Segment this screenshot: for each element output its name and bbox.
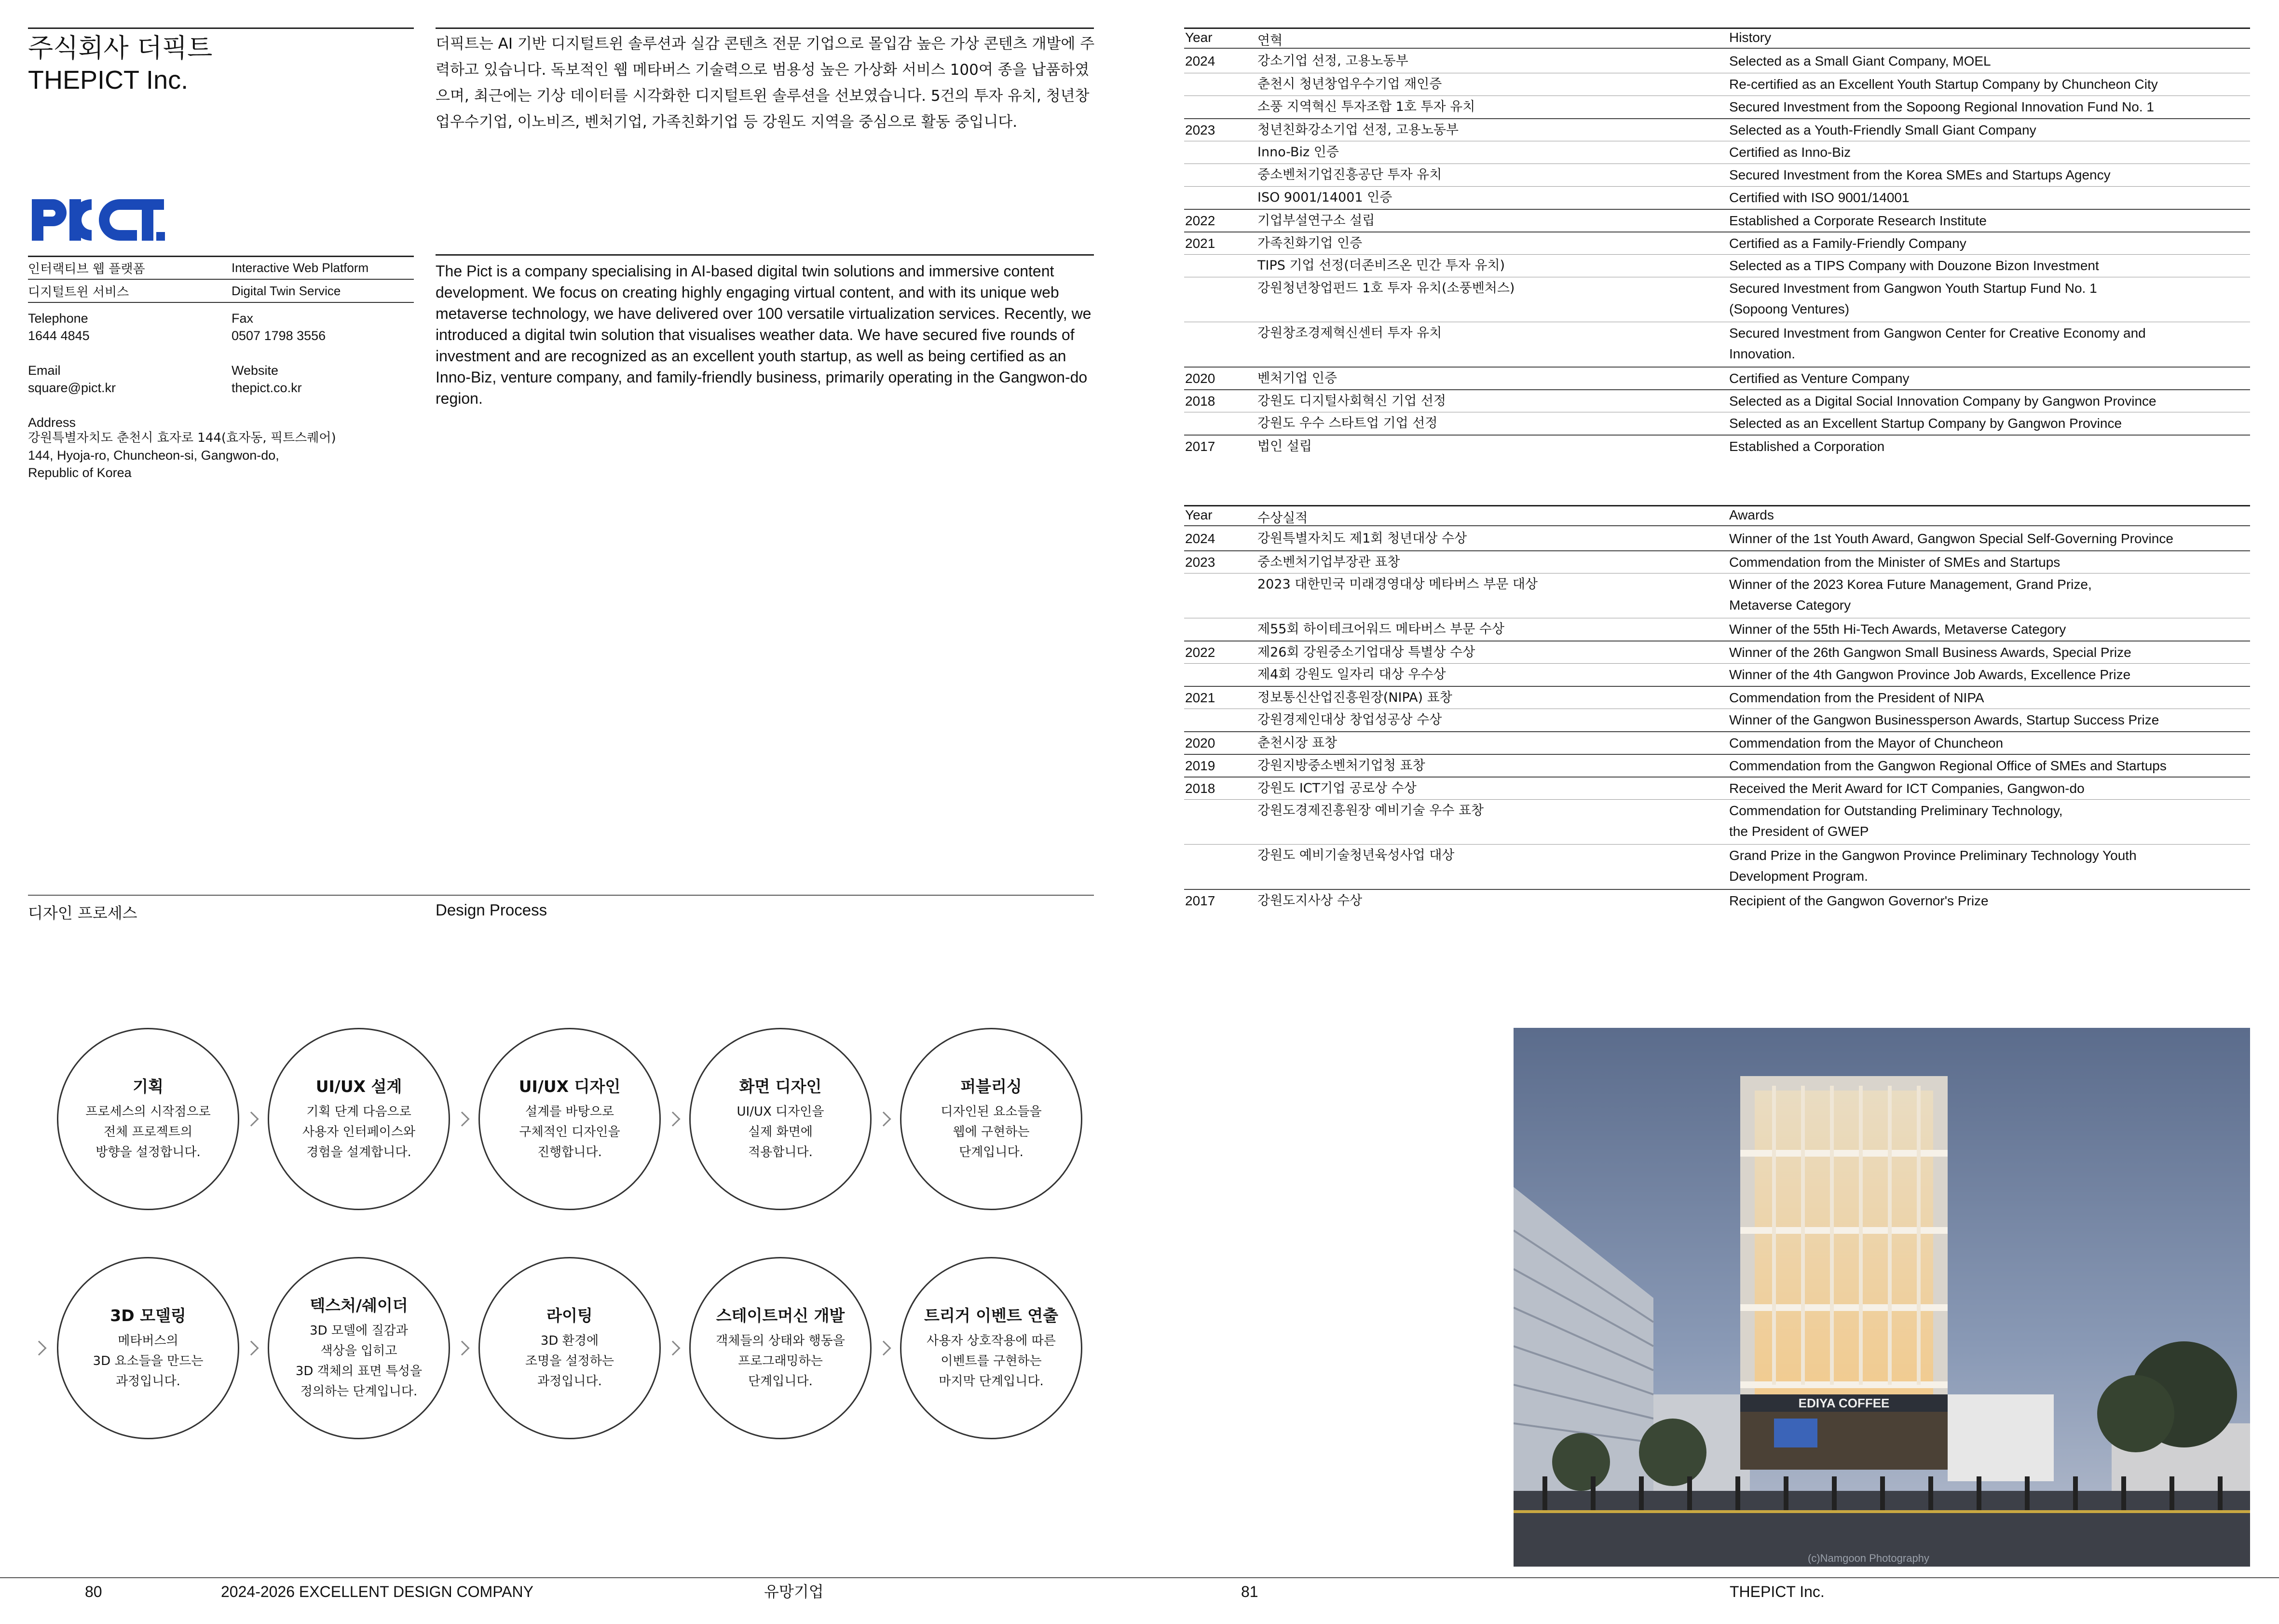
photo-credit: (c)Namgoon Photography: [1808, 1552, 1929, 1564]
address-ko: 강원특별자치도 춘천시 효자로 144(효자동, 픽트스퀘어): [28, 431, 336, 445]
email-value[interactable]: square@pict.kr: [28, 381, 116, 395]
row-english: Established a Corporation: [1729, 439, 1885, 454]
table-row: [1184, 709, 2250, 731]
row-english: Winner of the 26th Gangwon Small Business Awards, Special Prize: [1729, 645, 2131, 660]
chevron-right-icon: [31, 1340, 46, 1355]
table-row: [1184, 663, 2250, 686]
process-step: [689, 1257, 872, 1439]
info-row: [28, 280, 414, 303]
row-english: Winner of the Gangwon Businessperson Awards, Startup Success Prize: [1729, 712, 2159, 727]
row-korean: 소풍 지역혁신 투자조합 1호 투자 유치: [1257, 99, 1475, 114]
intro-en: The Pict is a company specialising in AI-based digital twin solutions and immersive content development. We focus on creating highly engaging virtual content, and with its unique web metaverse technology, we have delivered over 100 versatile virtualization services. Recently, we introduced a digital twin solution that visualises weather data. We have secured five rounds of investment and are recognized as an excellent youth startup, as well as being certified as an Inno-Biz, venture company, and family-friendly business, primarily operating in the Gangwon-do region.: [436, 262, 1092, 407]
row-english: Selected as a TIPS Company with Douzone Bizon Investment: [1729, 258, 2099, 273]
row-korean: ISO 9001/14001 인증: [1257, 190, 1392, 205]
row-korean: TIPS 기업 선정(더존비즈온 민간 투자 유치): [1257, 258, 1505, 273]
process-step-description: UI/UX 디자인을 실제 화면에 적용합니다.: [737, 1105, 824, 1160]
row-korean: 중소벤처기업진흥공단 투자 유치: [1257, 167, 1442, 182]
history-table: [1184, 27, 2250, 462]
pict-logo: [30, 195, 165, 244]
row-year: 2022: [1185, 645, 1215, 660]
category-label: 유망기업: [764, 1583, 824, 1601]
chevron-right-icon: [665, 1340, 680, 1355]
table-row: [1184, 389, 2250, 412]
chevron-right-icon: [244, 1340, 259, 1355]
row-english: Certified with ISO 9001/14001: [1729, 190, 1910, 205]
table-row: [1184, 641, 2250, 663]
row-korean: 벤처기업 인증: [1257, 371, 1337, 386]
company-name-en: THEPICT Inc.: [28, 66, 189, 95]
process-step-description: 설계를 바탕으로 구체적인 디자인을 진행합니다.: [519, 1105, 620, 1160]
row-english: Winner of the 55th Hi-Tech Awards, Metaverse Category: [1729, 622, 2066, 637]
info-ko: 디지털트윈 서비스: [28, 285, 129, 300]
table-row: [1184, 118, 2250, 141]
process-step-description: 3D 모델에 질감과 색상을 입히고 3D 객체의 표면 특성을 정의하는 단계입니다.: [295, 1324, 423, 1399]
row-english-line2: Metaverse Category: [1729, 598, 1851, 613]
table-row: [1184, 435, 2250, 457]
column-header: History: [1729, 30, 1772, 45]
chevron-right-icon: [454, 1340, 469, 1355]
building-photo: [1514, 1028, 2250, 1567]
process-step-title: 라이팅: [546, 1306, 593, 1325]
table-row: [1184, 777, 2250, 799]
row-korean: 정보통신산업진흥원장(NIPA) 표창: [1257, 690, 1452, 705]
row-english: Commendation from the Gangwon Regional Office of SMEs and Startups: [1729, 758, 2167, 773]
row-english: Selected as a Youth-Friendly Small Giant Company: [1729, 123, 2036, 137]
telephone-label: Telephone: [28, 311, 88, 326]
row-english: Certified as Inno-Biz: [1729, 145, 1851, 160]
process-step-description: 사용자 상호작용에 따른 이벤트를 구현하는 마지막 단계입니다.: [927, 1334, 1056, 1389]
row-korean: 기업부설연구소 설립: [1257, 213, 1375, 228]
row-english: Established a Corporate Research Institute: [1729, 213, 1987, 228]
process-step: [900, 1028, 1082, 1210]
row-korean: 강원도지사상 수상: [1257, 893, 1363, 908]
row-korean: 법인 설립: [1257, 439, 1312, 454]
footer-rule: [0, 1577, 2279, 1578]
table-row: [1184, 844, 2250, 889]
awards-table: [1184, 505, 2250, 920]
process-step-title: 텍스처/쉐이더: [310, 1296, 408, 1315]
top-rule-left: [28, 27, 414, 29]
table-row: [1184, 164, 2250, 186]
row-korean: 강원경제인대상 창업성공상 수상: [1257, 712, 1442, 727]
row-english-line2: the President of GWEP: [1729, 824, 1869, 839]
row-korean: 춘천시장 표창: [1257, 736, 1337, 751]
row-english: Re-certified as an Excellent Youth Startup Company by Chuncheon City: [1729, 77, 2158, 92]
address-label: Address: [28, 415, 76, 430]
chevron-right-icon: [876, 1340, 891, 1355]
row-korean: 강원창조경제혁신센터 투자 유치: [1257, 326, 1442, 341]
publication-title: 2024-2026 EXCELLENT DESIGN COMPANY: [221, 1583, 533, 1600]
row-english: Winner of the 1st Youth Award, Gangwon Special Self-Governing Province: [1729, 531, 2173, 546]
table-row: [1184, 754, 2250, 777]
row-year: 2024: [1185, 54, 1215, 68]
row-english: Commendation from the Mayor of Chuncheon: [1729, 736, 2004, 751]
row-english: Secured Investment from Gangwon Youth Startup Fund No. 1: [1729, 281, 2097, 296]
row-korean: 강원도 ICT기업 공로상 수상: [1257, 781, 1417, 796]
row-english-line2: (Sopoong Ventures): [1729, 301, 1850, 316]
process-step-description: 기획 단계 다음으로 사용자 인터페이스와 경험을 설계합니다.: [302, 1105, 416, 1160]
fax-label: Fax: [232, 311, 254, 326]
address-en-line1: 144, Hyoja-ro, Chuncheon-si, Gangwon-do,: [28, 448, 279, 463]
table-row: [1184, 50, 2250, 73]
info-ko: 인터랙티브 웹 플랫폼: [28, 261, 145, 276]
row-korean: 강원도 디지털사회혁신 기업 선정: [1257, 394, 1446, 409]
process-step: [478, 1028, 661, 1210]
row-english: Received the Merit Award for ICT Companies, Gangwon-do: [1729, 781, 2085, 796]
row-english: Commendation from the Minister of SMEs and Startups: [1729, 555, 2061, 570]
table-row: [1184, 232, 2250, 254]
row-korean: 강소기업 선정, 고용노동부: [1257, 54, 1408, 68]
row-english: Selected as a Digital Social Innovation Company by Gangwon Province: [1729, 394, 2156, 409]
row-english: Selected as a Small Giant Company, MOEL: [1729, 54, 1991, 68]
row-korean: Inno-Biz 인증: [1257, 145, 1339, 160]
table-row: [1184, 573, 2250, 618]
row-english-line2: Development Program.: [1729, 869, 1868, 884]
column-header: 수상실적: [1257, 511, 1308, 526]
website-label: Website: [232, 363, 279, 378]
row-year: 2021: [1185, 690, 1215, 705]
row-korean: 가족친화기업 인증: [1257, 236, 1363, 251]
process-step-title: 트리거 이벤트 연출: [924, 1306, 1058, 1325]
chevron-right-icon: [244, 1111, 259, 1126]
column-header: Year: [1185, 507, 1213, 522]
row-korean: 2023 대한민국 미래경영대상 메타버스 부문 대상: [1257, 577, 1538, 592]
process-step-title: UI/UX 디자인: [519, 1077, 621, 1096]
column-header: 연혁: [1257, 33, 1283, 48]
email-label: Email: [28, 363, 61, 378]
info-en: Interactive Web Platform: [232, 260, 369, 275]
footer-company: THEPICT Inc.: [1730, 1583, 1825, 1600]
row-english: Winner of the 4th Gangwon Province Job Awards, Excellence Prize: [1729, 667, 2131, 682]
fax-value: 0507 1798 3556: [232, 328, 326, 343]
row-english: Commendation from the President of NIPA: [1729, 690, 1984, 705]
row-korean: 제4회 강원도 일자리 대상 우수상: [1257, 667, 1446, 682]
table-row: [1184, 412, 2250, 435]
table-row: [1184, 686, 2250, 709]
row-english: Secured Investment from the Korea SMEs and Startups Agency: [1729, 167, 2111, 182]
table-row: [1184, 618, 2250, 641]
table-row: [1184, 799, 2250, 844]
process-rule: [28, 895, 1094, 896]
process-title-ko: 디자인 프로세스: [28, 904, 137, 922]
process-step-description: 객체들의 상태와 행동을 프로그래밍하는 단계입니다.: [716, 1334, 845, 1389]
page-number-right: 81: [1241, 1583, 1258, 1600]
row-year: 2022: [1185, 213, 1215, 228]
process-step: [900, 1257, 1082, 1439]
process-step-description: 디자인된 요소들을 웹에 구현하는 단계입니다.: [941, 1105, 1042, 1160]
top-rule-intro: [436, 27, 1094, 29]
row-english: Grand Prize in the Gangwon Province Preliminary Technology Youth: [1729, 848, 2137, 863]
process-step-title: 기획: [133, 1077, 164, 1096]
process-step-description: 메타버스의 3D 요소들을 만드는 과정입니다.: [93, 1334, 204, 1389]
process-step: [478, 1257, 661, 1439]
row-year: 2020: [1185, 371, 1215, 386]
process-step-title: UI/UX 설계: [315, 1077, 402, 1096]
process-step-title: 스테이트머신 개발: [716, 1306, 845, 1325]
chevron-right-icon: [454, 1111, 469, 1126]
table-row: [1184, 889, 2250, 912]
info-en: Digital Twin Service: [232, 283, 341, 298]
row-korean: 강원특별자치도 제1회 청년대상 수상: [1257, 531, 1467, 546]
column-header: Awards: [1729, 507, 1774, 522]
table-row: [1184, 731, 2250, 754]
row-korean: 강원청년창업펀드 1호 투자 유치(소풍벤처스): [1257, 281, 1515, 296]
intro-en-rule: [436, 254, 1094, 256]
company-name-ko: 주식회사 더픽트: [28, 33, 213, 63]
info-row: [28, 257, 414, 280]
table-row: [1184, 367, 2250, 389]
table-row: [1184, 322, 2250, 367]
process-step-description: 프로세스의 시작점으로 전체 프로젝트의 방향을 설정합니다.: [85, 1105, 211, 1160]
photo-sign: EDIYA COFFEE: [1798, 1396, 1890, 1410]
row-english: Secured Investment from Gangwon Center for Creative Economy and: [1729, 326, 2146, 341]
telephone-value[interactable]: 1644 4845: [28, 328, 90, 343]
column-header: Year: [1185, 30, 1213, 45]
row-year: 2024: [1185, 531, 1215, 546]
row-korean: 강원도 우수 스타트업 기업 선정: [1257, 416, 1438, 431]
chevron-right-icon: [665, 1111, 680, 1126]
row-english: Commendation for Outstanding Preliminary Technology,: [1729, 803, 2063, 818]
row-year: 2017: [1185, 893, 1215, 908]
table-row: [1184, 186, 2250, 209]
process-step-title: 화면 디자인: [739, 1077, 822, 1096]
row-english: Recipient of the Gangwon Governor's Prize: [1729, 893, 1989, 908]
website-value[interactable]: thepict.co.kr: [232, 381, 302, 395]
process-step: [268, 1257, 450, 1439]
row-korean: 청년친화강소기업 선정, 고용노동부: [1257, 123, 1459, 137]
table-row: [1184, 277, 2250, 322]
process-title-en: Design Process: [436, 901, 547, 919]
row-year: 2017: [1185, 439, 1215, 454]
row-english: Secured Investment from the Sopoong Regional Innovation Fund No. 1: [1729, 99, 2154, 114]
table-header: [1184, 505, 2250, 526]
row-year: 2020: [1185, 736, 1215, 751]
table-row: [1184, 254, 2250, 277]
table-row: [1184, 73, 2250, 96]
table-row: [1184, 96, 2250, 118]
row-english: Certified as Venture Company: [1729, 371, 1910, 386]
row-year: 2019: [1185, 758, 1215, 773]
row-english: Winner of the 2023 Korea Future Management, Grand Prize,: [1729, 577, 2092, 592]
table-row: [1184, 528, 2250, 550]
table-row: [1184, 141, 2250, 164]
row-korean: 제55회 하이테크어워드 메타버스 부문 수상: [1257, 622, 1505, 637]
chevron-right-icon: [876, 1111, 891, 1126]
table-row: [1184, 550, 2250, 573]
process-step-title: 3D 모델링: [110, 1306, 186, 1325]
row-english-line2: Innovation.: [1729, 346, 1795, 361]
process-step: [268, 1028, 450, 1210]
row-year: 2023: [1185, 555, 1215, 570]
row-korean: 강원도 예비기술청년육성사업 대상: [1257, 848, 1455, 863]
row-english: Certified as a Family-Friendly Company: [1729, 236, 1966, 251]
row-korean: 강원도경제진흥원장 예비기술 우수 표창: [1257, 803, 1484, 818]
row-korean: 춘천시 청년창업우수기업 재인증: [1257, 77, 1442, 92]
address-en-line2: Republic of Korea: [28, 465, 132, 480]
process-step-description: 3D 환경에 조명을 설정하는 과정입니다.: [525, 1334, 614, 1389]
row-year: 2018: [1185, 781, 1215, 796]
row-english: Selected as an Excellent Startup Company by Gangwon Province: [1729, 416, 2122, 431]
process-step-title: 퍼블리싱: [960, 1077, 1022, 1096]
row-year: 2023: [1185, 123, 1215, 137]
row-korean: 제26회 강원중소기업대상 특별상 수상: [1257, 645, 1475, 660]
row-korean: 강원지방중소벤처기업청 표창: [1257, 758, 1425, 773]
row-year: 2018: [1185, 394, 1215, 409]
table-row: [1184, 209, 2250, 232]
intro-ko: 더픽트는 AI 기반 디지털트윈 솔루션과 실감 콘텐츠 전문 기업으로 몰입감 높은 가상 콘텐츠 개발에 주력하고 있습니다. 독보적인 웹 메타버스 기술력으로 범용성 높은 가상화 서비스 100여 종을 납품하였으며, 최근에는 기상 데이터를 시각화한 디지털트윈 솔루션을 선보였습니다. 5건의 투자 유치, 청년창업우수기업, 이노비즈, 벤처기업, 가족친화기업 등 강원도 지역을 중심으로 활동 중입니다.: [436, 35, 1095, 131]
process-step: [57, 1028, 239, 1210]
row-year: 2021: [1185, 236, 1215, 251]
table-header: [1184, 27, 2250, 49]
process-step: [689, 1028, 872, 1210]
row-korean: 중소벤처기업부장관 표창: [1257, 555, 1400, 570]
process-step: [57, 1257, 239, 1439]
page-number-left: 80: [85, 1583, 102, 1600]
